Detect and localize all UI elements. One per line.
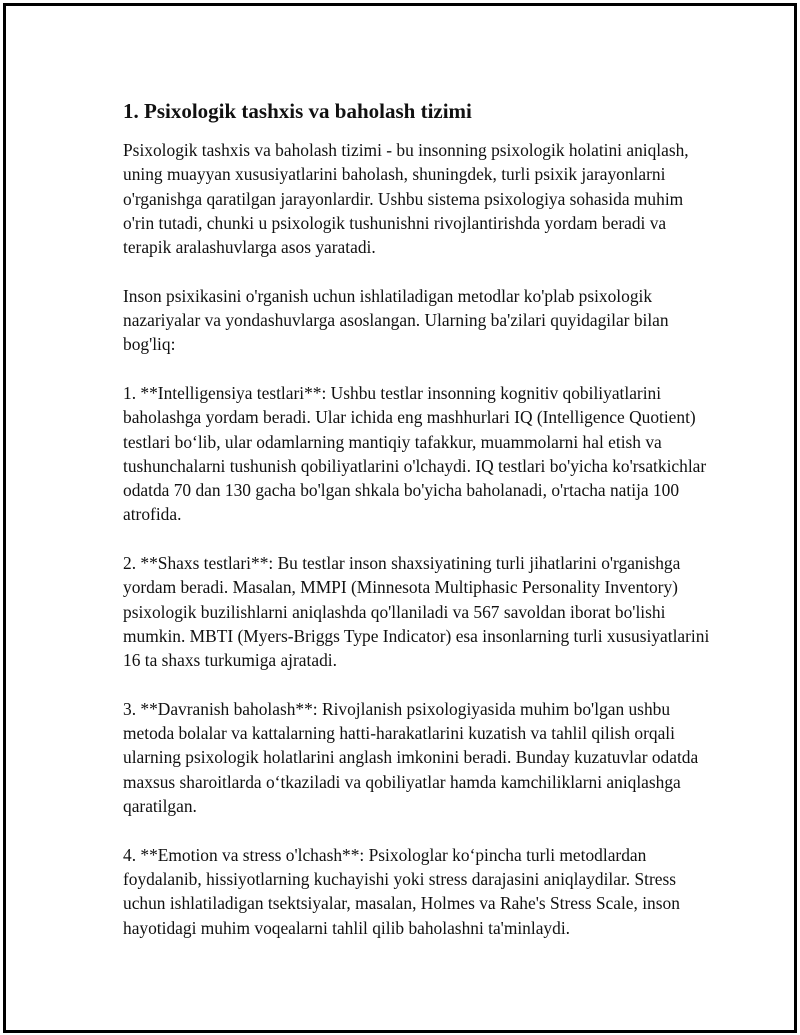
paragraph-personality-tests: 2. **Shaxs testlari**: Bu testlar inson shaxsiyatining turli jihatlarini o'rganishga yordam beradi. Masalan, MMPI (Minnesota Multiphasic Personality Inventory) psixologik buzilishlarni aniqlashda qo'llaniladi va 567 savoldan iborat bo'lishi mumkin. MBTI (Myers-Briggs Type Indicator) esa insonlarning turli xususiyatlarini 16 ta shaxs turkumiga ajratadi. bbox=[123, 553, 710, 671]
document-title: 1. Psixologik tashxis va baholash tizimi bbox=[123, 99, 472, 123]
paragraph-emotion-stress: 4. **Emotion va stress o'lchash**: Psixologlar ko‘pincha turli metodlardan foydalanib, hissiyotlarning kuchayishi yoki stress darajasini aniqlaydilar. Stress uchun ishlatiladigan tsektsiyalar, masalan, Holmes va Rahe's Stress Scale, inson hayotidagi muhim voqealarni tahlil qilib baholashni ta'minlaydi. bbox=[123, 844, 680, 938]
document-body bbox=[121, 96, 711, 964]
paragraph-methods: Inson psixikasini o'rganish uchun ishlatiladigan metodlar ko'plab psixologik nazariyalar va yondashuvlarga asoslangan. Ularning ba'zilari quyidagilar bilan bog'liq: bbox=[123, 285, 669, 355]
paragraph-behavior-assessment: 3. **Davranish baholash**: Rivojlanish psixologiyasida muhim bo'lgan ushbu metoda bolalar va kattalarning hatti-harakatlarini kuzatish va tahlil qilish orqali ularning psixologik holatlarini anglash imkonini beradi. Bunday kuzatuvlar odatda maxsus sharoitlarda o‘tkaziladi va qobiliyatlar hamda kamchiliklarni aniqlashga qaratilgan. bbox=[123, 698, 699, 817]
paragraph-intelligence-tests: 1. **Intelligensiya testlari**: Ushbu testlar insonning kognitiv qobiliyatlarini baholashga yordam beradi. Ular ichida eng mashhurlari IQ (Intelligence Quotient) testlari bo‘lib, ular odamlarning mantiqiy tafakkur, muammolarni hal etish va tushunchalarni tushunish qobiliyatlarini o'lchaydi. IQ testlari bo'yicha ko'rsatkichlar odatda 70 dan 130 gacha bo'lgan shkala bo'yicha baholanadi, o'rtacha natija 100 atrofida. bbox=[123, 382, 707, 525]
paragraph-intro: Psixologik tashxis va baholash tizimi - bu insonning psixologik holatini aniqlash, uning muayyan xususiyatlarini baholash, shuningdek, turli psixik jarayonlarni o'rganishga qaratilgan jarayonlardir. Ushbu sistema psixologiya sohasida muhim o'rin tutadi, chunki u psixologik tushunishni rivojlantirishda yordam beradi va terapik aralashuvlarga asos yaratadi. bbox=[123, 140, 689, 258]
page-frame bbox=[3, 3, 797, 1033]
